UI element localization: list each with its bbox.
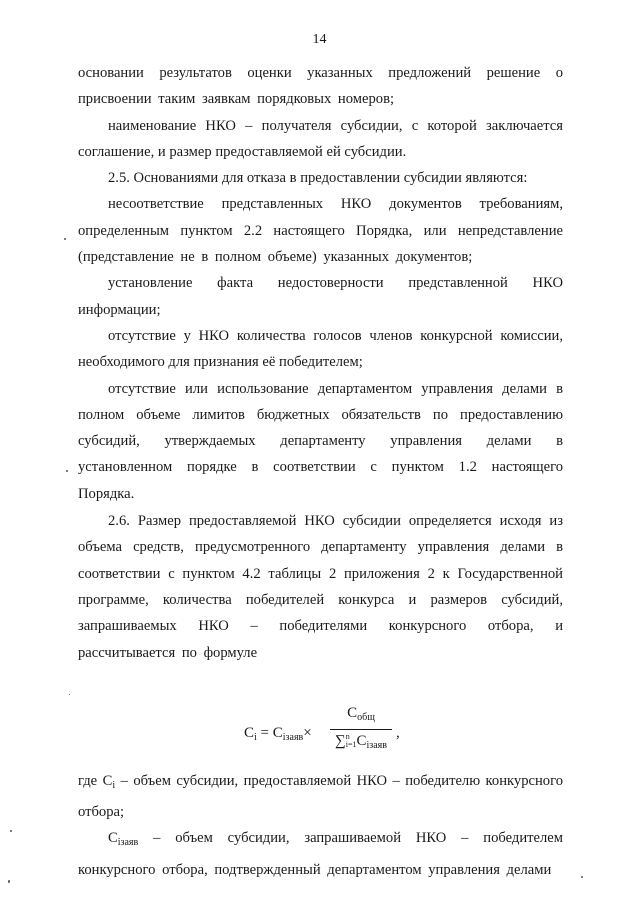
definition-ci: где $C_i$ – объем субсидии, предоставляемой НКО – победителю конкурсного отбора;	[78, 772, 563, 821]
definition-ci-zayav: $C_{iзаяв}$ – объем субсидии, запрашиваемой НКО – победителем конкурсного отбора, подтвержденный департаментом управления делами	[78, 830, 563, 878]
paragraph-budget-limits: отсутствие или использование департаментом управления делами в полном объеме лимитов бюджетных обязательств по предоставлению субсидий, утверждаемых департаменту управления делами в установленном порядке в соответствии с пунктом 1.2 настоящего Порядка.	[78, 380, 563, 502]
formula-comma: ,	[396, 724, 400, 741]
paragraph-insufficient-votes: отсутствие у НКО количества голосов членов конкурсной комиссии, необходимого для признания её победителем;	[78, 327, 563, 371]
page-number: 14	[312, 32, 327, 47]
paragraph-noncompliance: несоответствие представленных НКО документов требованиям, определенным пунктом 2.2 настоящего Порядка, или непредставление (представление не в полном объеме) указанных документов;	[78, 196, 563, 266]
scan-speck	[10, 830, 12, 832]
paragraph-unreliable-info: установление факта недостоверности представленной НКО информации;	[78, 275, 563, 318]
sum-sign: ∑	[335, 732, 346, 749]
paragraph-nko-name: наименование НКО – получателя субсидии, с которой заключается соглашение, и размер предоставляемой ей субсидии.	[78, 117, 563, 160]
formula-left-side: $C_i = C_{iзаяв}\times$	[244, 724, 312, 743]
paragraph-continuation: основании результатов оценки указанных предложений решение о присвоении таким заявкам порядковых номеров;	[78, 65, 563, 108]
scan-speck	[69, 694, 70, 695]
scan-speck	[581, 876, 583, 878]
formula-denominator: ∑ n i=1 $C_{iзаяв}$	[335, 731, 387, 751]
subsidy-formula	[78, 700, 563, 758]
fraction-bar	[330, 729, 392, 730]
scan-speck	[8, 880, 10, 883]
scan-speck	[64, 238, 66, 240]
paragraph-2-6-size: 2.6. Размер предоставляемой НКО субсидии определяется исходя из объема средств, предусмотренного департаменту управления делами в соответствии с пунктом 4.2 таблицы 2 приложения 2 к Государственной программе, количества победителей конкурса и размеров субсидий, запрашиваемых НКО – победителями конкурсного отбора, и рассчитывается по формуле	[78, 513, 563, 661]
sum-limits: n i=1	[345, 731, 357, 749]
document-body	[78, 60, 563, 883]
formula-fraction	[330, 704, 392, 755]
paragraph-2-5-heading: 2.5. Основаниями для отказа в предоставлении субсидии являются:	[108, 170, 528, 187]
scan-speck	[66, 470, 68, 472]
formula-numerator: $C_{общ}$	[347, 704, 375, 723]
